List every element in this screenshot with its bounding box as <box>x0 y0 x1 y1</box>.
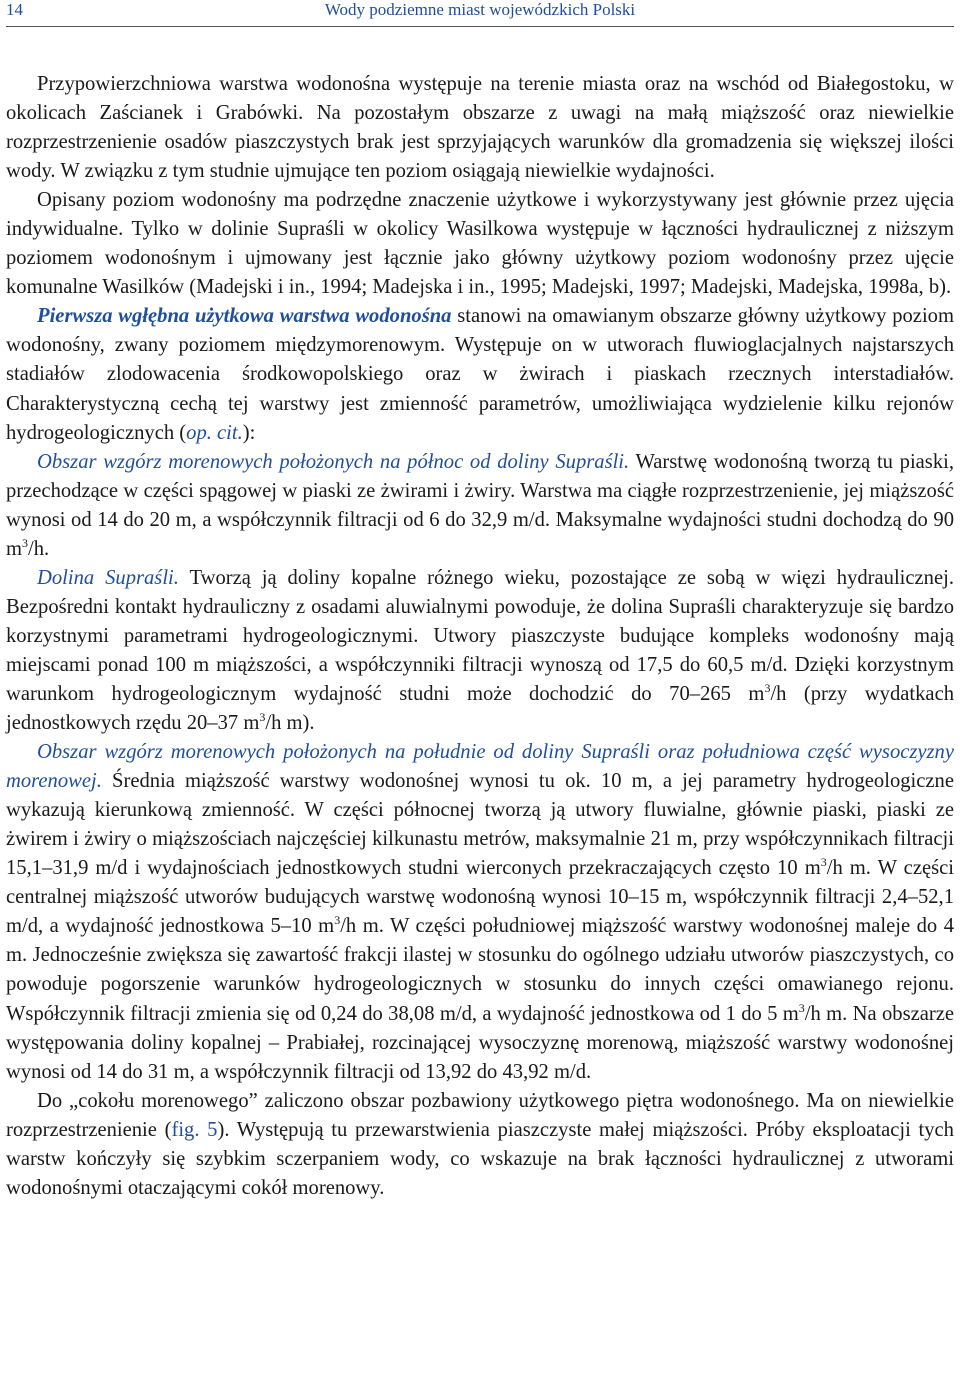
page-number: 14 <box>6 0 23 19</box>
region-heading-south: Obszar wzgórz morenowych położonych na południe od doliny Supraśli oraz południowa część wysoczyzny morenowej. <box>6 741 954 793</box>
running-title: Wody podziemne miast wojewódzkich Polski <box>324 0 636 19</box>
section-lead-term: Pierwsza wgłębna użytkowa warstwa wodonośna <box>37 305 452 328</box>
paragraph-4: Obszar wzgórz morenowych położonych na północ od doliny Supraśli. Warstwę wodonośną tworzą tu piaski, przechodzące w części spągowej w piaski ze żwirami i żwiry. Warstwa ma ciągłe rozprzestrzenienie, jej miąższość wynosi od 14 do 20 m, a współczynnik filtracji od 6 do 32,9 m/d. Maksymalne wydajności studni dochodzą do 90 $m^3/h$. <box>6 450 954 560</box>
superscript: 3 <box>764 681 771 696</box>
superscript: 3 <box>259 710 266 725</box>
running-header <box>6 0 954 27</box>
superscript: 3 <box>820 855 827 870</box>
region-heading-valley: Dolina Supraśli. <box>37 566 179 589</box>
region-heading-north: Obszar wzgórz morenowych położonych na północ od doliny Supraśli. <box>37 450 630 473</box>
superscript: 3 <box>334 913 341 928</box>
paragraph-7: Do „cokołu morenowego” zaliczono obszar pozbawiony użytkowego piętra wodonośnego. Ma on niewielkie rozprzestrzenienie (fig. 5). Występują tu przewarstwienia piaszczyste małej miąższości. Próby eksploatacji tych warstw kończyły się szybkim sczerpaniem wody, co wskazuje na brak łączności hydraulicznej z utworami wodonośnymi otaczającymi cokół morenowy. <box>6 1089 954 1199</box>
paragraph-2: Opisany poziom wodonośny ma podrzędne znaczenie użytkowe i wykorzystywany jest głównie przez ujęcia indywidualne. Tylko w dolinie Supraśli w okolicy Wasilkowa występuje w łączności hydraulicznej z niższym poziomem wodonośnym i ujmowany jest łącznie jako główny użytkowy poziom wodonośny przez ujęcie komunalne Wasilków (Madejski i in., 1994; Madejska i in., 1995; Madejski, 1997; Madejski, Madejska, 1998a, b). <box>6 189 954 299</box>
superscript: 3 <box>22 535 29 550</box>
figure-link[interactable]: fig. 5 <box>171 1118 218 1141</box>
paragraph-5: Dolina Supraśli. Tworzą ją doliny kopalne różnego wieku, pozostające ze sobą w więzi hydraulicznej. Bezpośredni kontakt hydrauliczny z osadami aluwialnymi powoduje, że dolina Supraśli charakteryzuje się bardzo korzystnymi parametrami hydrogeologicznymi. Utwory piaszczyste budujące kompleks wodonośny mają miejscami ponad 100 m miąższości, a współczynniki filtracji wynoszą od 17,5 do 60,5 m/d. Dzięki korzystnym warunkom hydrogeologicznym wydajność studni może dochodzić do 70–265 $m^3/h$ (przy wydatkach jednostkowych rzędu 20–37 $m^3/h$ m). <box>6 566 955 735</box>
paragraph-3: Pierwsza wgłębna użytkowa warstwa wodonośna stanowi na omawianym obszarze główny użytkowy poziom wodonośny, zwany poziomem międzymorenowym. Występuje on w utworach fluwioglacjalnych najstarszych stadiałów zlodowacenia środkowopolskiego oraz w żwirach i piaskach rzecznych interstadiałów. Charakterystyczną cechą tej warstwy jest zmienność parametrów, umożliwiająca wydzielenie kilku rejonów hydrogeologicznych (op. cit.): <box>6 305 954 444</box>
body-text <box>6 70 954 1203</box>
citation-op-cit: op. cit. <box>186 421 243 444</box>
paragraph-6: Obszar wzgórz morenowych położonych na południe od doliny Supraśli oraz południowa część wysoczyzny morenowej. Średnia miąższość warstwy wodonośnej wynosi tu ok. 10 m, a jej parametry hydrogeologiczne wykazują kierunkową zmienność. W części północnej tworzą ją utwory fluwialne, głównie piaski, piaski ze żwirem i żwiry o miąższościach najczęściej kilkunastu metrów, maksymalnie 21 m, przy współczynnikach filtracji 15,1–31,9 m/d i wydajnościach jednostkowych studni wierconych przekraczających często 10 $m^3/h$ m. W części centralnej miąższość utworów budujących warstwę wodonośną wynosi 10–15 m, współczynnik filtracji 2,4–52,1 m/d, a wydajność jednostkowa 5–10 $m^3/h$ m. W części południowej miąższość warstwy wodonośnej maleje do 4 m. Jednocześnie zwiększa się zawartość frakcji ilastej w stosunku do ogólnego udziału utworów piaszczystych, co powoduje pogorszenie warunków hydrogeologicznych w stosunku do innych części omawianego rejonu. Współczynnik filtracji zmienia się od 0,24 do 38,08 m/d, a wydajność jednostkowa od 1 do 5 $m^3/h$ m. Na obszarze występowania doliny kopalnej – Prabiałej, rozcinającej wysoczyznę morenową, miąższość warstwy wodonośnej wynosi od 14 do 31 m, a współczynnik filtracji od 13,92 do 43,92 m/d. <box>6 741 955 1083</box>
paragraph-1: Przypowierzchniowa warstwa wodonośna występuje na terenie miasta oraz na wschód od Białegostoku, w okolicach Zaścianek i Grabówki. Na pozostałym obszarze z uwagi na małą miąższość oraz niewielkie rozprzestrzenienie osadów piaszczystych brak jest sprzyjających warunków dla gromadzenia się większej ilości wody. W związku z tym studnie ujmujące ten poziom osiągają niewielkie wydajności. <box>6 73 954 183</box>
superscript: 3 <box>798 1000 805 1015</box>
